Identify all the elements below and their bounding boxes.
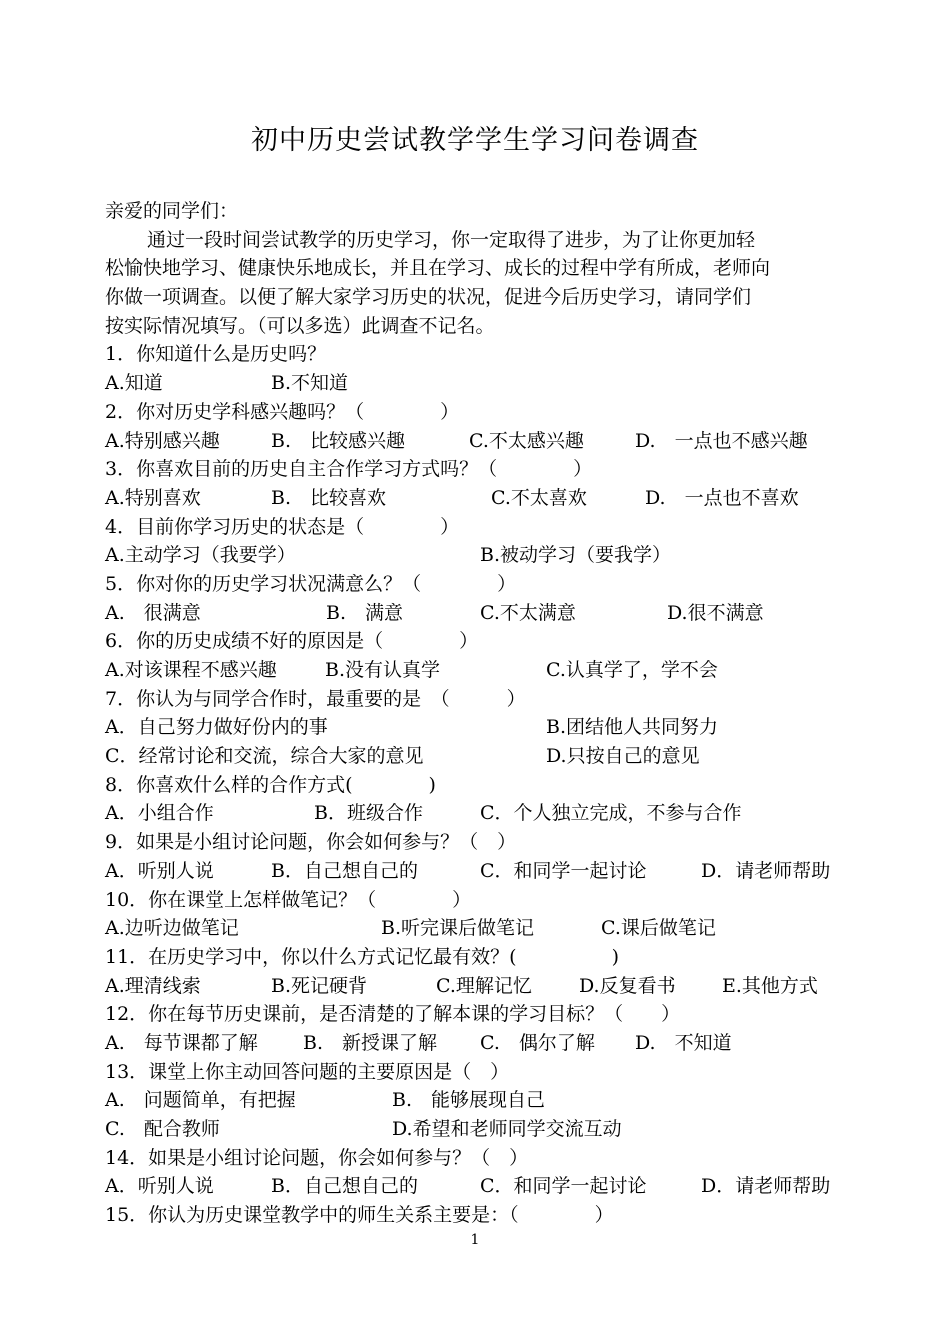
question-4: 4．目前你学习历史的状态是（ ） [105, 515, 460, 538]
option: D. 一点也不喜欢 [645, 486, 799, 509]
option: D.只按自己的意见 [546, 745, 700, 768]
option: A．小组合作 [105, 802, 214, 825]
question-2: 2．你对历史学科感兴趣吗？（ ） [105, 400, 460, 423]
question-10: 10．你在课堂上怎样做笔记？（ ） [105, 888, 472, 911]
options-row [105, 914, 850, 943]
option: D．请老师帮助 [701, 1175, 831, 1198]
question-5: 5．你对你的历史学习状况满意么？（ ） [105, 572, 517, 595]
option: C.不太感兴趣 [469, 429, 584, 452]
options-row [105, 541, 850, 570]
option: A. 问题简单，有把握 [105, 1089, 296, 1112]
option: B. 比较喜欢 [271, 486, 387, 509]
option: A．听别人说 [105, 859, 214, 882]
intro-line: 通过一段时间尝试教学的历史学习，你一定取得了进步，为了让你更加轻 [147, 228, 756, 251]
option: C.不太喜欢 [491, 486, 587, 509]
options-row [105, 484, 850, 513]
question-8: 8．你喜欢什么样的合作方式( ) [105, 773, 436, 796]
question-6: 6．你的历史成绩不好的原因是（ ） [105, 630, 479, 653]
question-1: 1．你知道什么是历史吗？ [105, 343, 327, 366]
option: D. 不知道 [635, 1031, 732, 1054]
option: A.主动学习（我要学） [105, 544, 296, 567]
option: C.不太满意 [480, 601, 576, 624]
question-13: 13．课堂上你主动回答问题的主要原因是（ ） [105, 1060, 510, 1083]
option: B.被动学习（要我学） [480, 544, 672, 567]
option: C. 偶尔了解 [480, 1031, 595, 1054]
option: D.反复看书 [579, 974, 676, 997]
options-row [105, 972, 850, 1001]
options-row [105, 369, 850, 398]
question-12: 12．你在每节历史课前，是否清楚的了解本课的学习目标？（ ） [105, 1003, 681, 1026]
option: D. 一点也不感兴趣 [635, 429, 808, 452]
options-row [105, 713, 850, 742]
intro-line: 你做一项调查。以便了解大家学习历史的状况，促进今后历史学习，请同学们 [105, 286, 752, 309]
option: D.希望和老师同学交流互动 [392, 1118, 622, 1140]
options-row [105, 857, 850, 886]
options-row [105, 1029, 850, 1058]
page-title: 初中历史尝试教学学生学习问卷调查 [251, 125, 699, 156]
option: A．听别人说 [105, 1175, 214, 1198]
option: C．个人独立完成，不参与合作 [480, 802, 742, 825]
option: A. 很满意 [105, 601, 201, 624]
option: B. 新授课了解 [303, 1031, 438, 1054]
options-row [105, 742, 850, 771]
option: B.听完课后做笔记 [381, 917, 535, 940]
options-row [105, 799, 850, 828]
option: C.理解记忆 [436, 974, 532, 997]
option: B．自己想自己的 [271, 859, 418, 882]
greeting: 亲爱的同学们： [105, 200, 239, 222]
option: B. 比较感兴趣 [271, 429, 406, 452]
option: C．经常讨论和交流，综合大家的意见 [105, 745, 424, 768]
options-row [105, 1172, 850, 1201]
option: C.课后做笔记 [601, 917, 716, 940]
option: B.死记硬背 [271, 974, 368, 997]
question-14: 14．如果是小组讨论问题，你会如何参与？（ ） [105, 1146, 529, 1169]
option: B．班级合作 [314, 802, 423, 825]
option: A．自己努力做好份内的事 [105, 716, 328, 739]
options-row [105, 427, 850, 456]
option: A.边听边做笔记 [105, 917, 239, 940]
question-9: 9．如果是小组讨论问题，你会如何参与？（ ） [105, 831, 517, 854]
option: C.认真学了，学不会 [546, 659, 718, 681]
options-row [105, 599, 850, 628]
option: E.其他方式 [722, 974, 818, 997]
question-7: 7．你认为与同学合作时，最重要的是 （ ） [105, 687, 526, 710]
options-row [105, 1086, 850, 1115]
option: A. 每节课都了解 [105, 1031, 258, 1054]
option: B.没有认真学 [325, 659, 441, 681]
option: C. 配合教师 [105, 1118, 220, 1140]
option: B. 能够展现自己 [392, 1089, 546, 1112]
option: A.对该课程不感兴趣 [105, 659, 277, 681]
option: B.团结他人共同努力 [546, 716, 719, 739]
options-row [105, 656, 850, 685]
intro-line: 按实际情况填写。（可以多选）此调查不记名。 [105, 314, 495, 337]
intro-line: 松愉快地学习、健康快乐地成长，并且在学习、成长的过程中学有所成，老师向 [105, 257, 771, 280]
option: A.知道 [105, 372, 163, 395]
option: C．和同学一起讨论 [480, 859, 647, 882]
survey-body [105, 197, 850, 1230]
option: C．和同学一起讨论 [480, 1175, 647, 1198]
question-3: 3．你喜欢目前的历史自主合作学习方式吗？（ ） [105, 458, 593, 481]
option: D.很不满意 [667, 601, 764, 624]
option: A.理清线索 [105, 974, 201, 997]
option: A.特别喜欢 [105, 486, 201, 509]
option: B．自己想自己的 [271, 1175, 418, 1198]
question-11: 11．在历史学习中，你以什么方式记忆最有效？( ) [105, 945, 620, 968]
option: D．请老师帮助 [701, 859, 831, 882]
question-15: 15．你认为历史课堂教学中的师生关系主要是：（ ） [105, 1204, 614, 1227]
options-row [105, 1115, 850, 1144]
option: B. 满意 [326, 601, 404, 624]
option: A.特别感兴趣 [105, 429, 220, 452]
page-number: 1 [470, 1232, 480, 1248]
option: B.不知道 [271, 372, 349, 395]
